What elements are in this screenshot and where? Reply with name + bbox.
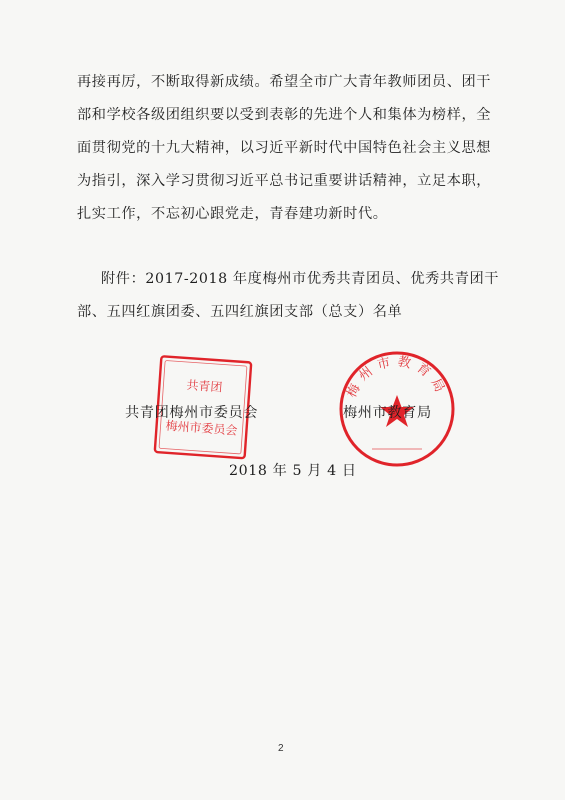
signature-education-bureau: 梅州市教育局 bbox=[343, 405, 432, 421]
body-line-3: 面贯彻党的十九大精神，以习近平新时代中国特色社会主义思想 bbox=[77, 140, 492, 156]
document-date: 2018 年 5 月 4 日 bbox=[229, 463, 357, 479]
svg-text:梅州市教育局: 梅州市教育局 bbox=[344, 354, 450, 401]
svg-text:共青团: 共青团 bbox=[186, 378, 223, 395]
signature-league-committee: 共青团梅州市委员会 bbox=[125, 405, 259, 421]
body-line-5: 扎实工作，不忘初心跟党走，青春建功新时代。 bbox=[77, 206, 388, 222]
attachment-line-1: 附件：2017-2018 年度梅州市优秀共青团员、优秀共青团干 bbox=[101, 271, 500, 287]
body-line-1: 再接再厉，不断取得新成绩。希望全市广大青年教师团员、团干 bbox=[77, 74, 492, 90]
svg-text:梅州市委员会: 梅州市委员会 bbox=[165, 418, 238, 438]
body-line-2: 部和学校各级团组织要以受到表彰的先进个人和集体为榜样，全 bbox=[77, 107, 492, 123]
attachment-line-2: 部、五四红旗团委、五四红旗团支部（总支）名单 bbox=[77, 304, 403, 320]
page-number: 2 bbox=[278, 743, 284, 754]
body-line-4: 为指引，深入学习贯彻习近平总书记重要讲话精神，立足本职， bbox=[77, 173, 492, 189]
